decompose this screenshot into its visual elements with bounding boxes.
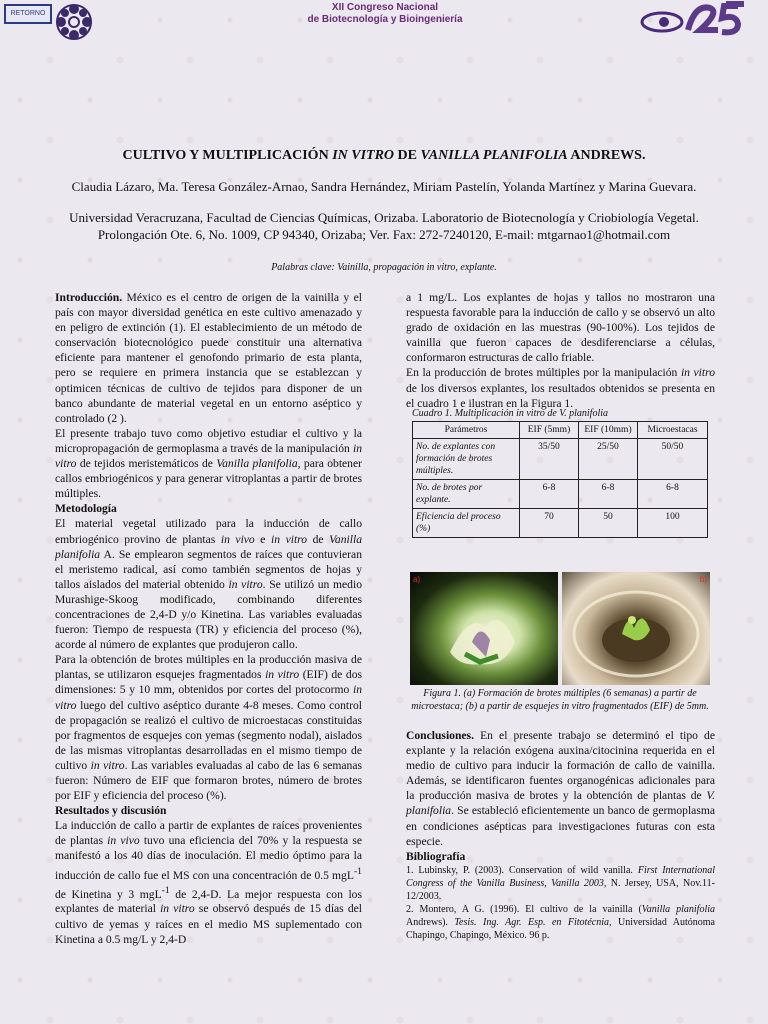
method-text-italic: in vivo — [220, 532, 255, 546]
bibliography-heading: Bibliografía — [406, 849, 466, 863]
title-text-2: IN VITRO — [332, 148, 395, 163]
results-text-italic: in vitro — [160, 902, 195, 916]
results-text: tuvo una eficiencia del 70% y la respuesta se manifestó a los 40 días de inoculación. El medio óptimo para la inducción de callo fue el MS con una concentración de 0.5 mgL — [55, 834, 362, 882]
title-text-3: DE — [394, 148, 421, 163]
production-text: de los diversos explantes, los resultados obtenidos se presenta en el cuadro 1 e ilustran en la Figura 1. — [406, 381, 715, 410]
table-cell: No. de explantes con formación de brotes múltiples. — [413, 439, 520, 480]
left-column — [55, 290, 362, 947]
return-button[interactable]: RETORNO — [4, 4, 52, 24]
reference-1 — [406, 864, 715, 903]
title-text-4: VANILLA PLANIFOLIA — [420, 148, 568, 163]
table-row — [413, 439, 708, 480]
table-cell: 50/50 — [638, 439, 708, 480]
introduction-text: México es el centro de origen de la vainilla y el país con mayor diversidad genética en este cultivo amenazado y en peligro de extinción (1). El establecimiento de un método de conservación biotecnológico puede constituir una alternativa eficiente para mantener el genofondo primario de esta planta, pero se requiere en primera instancia que se establezcan y optimicen técnicas de cultivo de tejidos para disponer de un banco abundante de material vegetal en un entorno aséptico y controlado (2 ). — [55, 291, 362, 425]
results-text: de 2,4-D. La mejor respuesta con los explantes de material — [55, 887, 362, 916]
title-text-5: ANDREWS. — [567, 148, 646, 163]
congress-title — [260, 2, 510, 26]
shoots-text-italic: in vitro — [90, 758, 125, 772]
objective-text: El presente trabajo tuvo como objetivo estudiar el cultivo y la micropropagación de germoplasma a través de la manipulación — [55, 426, 362, 455]
table-row — [413, 480, 708, 509]
methodology-heading: Metodología — [55, 502, 117, 516]
ref-text: 1. Lubinsky, P. (2003). Conservation of wild vanilla. — [406, 864, 638, 876]
ref-text: Universidad Autónoma Chapingo, Chapingo, México. 96 p. — [406, 916, 715, 941]
reference-2 — [406, 903, 715, 942]
results-superscript: -1 — [353, 865, 362, 877]
conclusions-text: En el presente trabajo se determinó el tipo de explante y la relación exógena auxina/citocinina requerida en el medio de cultivo para inducir la formación de callo de vainilla. Además, se identificaron fuentes organogénicas adicionales para la producción masiva de brotes y la obtención de plantas de — [406, 729, 715, 803]
table-cell: 35/50 — [520, 439, 579, 480]
results-text-italic: in vivo — [107, 834, 140, 848]
title-text-1: CULTIVO Y MULTIPLICACIÓN — [122, 148, 333, 163]
shoots-text-italic: in vitro — [55, 683, 362, 712]
conclusions-paragraph — [406, 728, 715, 849]
table-caption: Cuadro 1. Multiplicación in vitro de V. planifolia — [412, 408, 609, 419]
right-column — [406, 290, 715, 411]
congress-logo-icon — [54, 2, 94, 42]
figure-photo-a — [410, 572, 558, 685]
ref-text-italic: First International Congress of the Vanilla Business, Vanilla 2003, — [406, 864, 715, 889]
table-cell: No. de brotes por explante. — [413, 480, 520, 509]
method-text: El material vegetal utilizado para la inducción de callo embriogénico provino de plantas — [55, 517, 362, 546]
table-header-row — [413, 422, 708, 439]
table-cell: 6-8 — [579, 480, 638, 509]
table-cell: 70 — [520, 509, 579, 538]
method-text: . Se utilizó un medio Murashige-Skoog modificado, combinando diferentes concentraciones de 2,4-D y/o Kinetina. Las variables evaluadas fueron: Tiempo de respuesta (TR) y eficiencia del proceso (%), acorde al número de explantes que produjeron callo. — [55, 577, 362, 652]
introduction-paragraph — [55, 290, 362, 426]
photo-b-label: b) — [699, 575, 707, 584]
shoots-text: Para la obtención de brotes múltiples en la producción masiva de plantas, se utilizaron esquejes fragmentados — [55, 653, 362, 682]
figure-caption: Figura 1. (a) Formación de brotes múltiples (6 semanas) a partir de microestaca; (b) a partir de esquejes in vitro fragmentados (EIF) de 5mm. — [411, 688, 709, 712]
production-text-italic: in vitro — [680, 366, 715, 380]
results-table — [412, 421, 708, 538]
results-text: se observó después de 15 días del cultivo de yemas y raíces en el medio MS suplementado con Kinetina a 0.5 mg/L y 2,4-D — [55, 902, 362, 946]
congress-line-2: de Biotecnología y Bioingeniería — [307, 14, 463, 25]
anniversary-logo-icon — [640, 0, 760, 42]
paper-title — [0, 148, 768, 164]
table-row — [413, 509, 708, 538]
results-text: de Kinetina y 3 mgL — [55, 887, 162, 901]
objective-text: de tejidos meristemáticos de — [76, 457, 217, 471]
results-paragraph — [55, 818, 362, 946]
ref-text-italic: Vanilla planifolia — [641, 903, 715, 915]
results-text: La inducción de callo a partir de explantes de raíces provenientes de plantas — [55, 819, 362, 848]
figure-photo-b — [562, 572, 710, 685]
method-species: Vanilla planifolia — [55, 532, 362, 561]
methodology-paragraph — [55, 516, 362, 652]
shoots-text: luego del cultivo aséptico durante 4-8 meses. Como control de propagación se realizó el cultivo de microestacas constituidas por fragmentos de esquejes con yemas (segmento nodal), aislados de las mismas vitroplantas desarrolladas en el mismo tiempo de cultivo — [55, 698, 362, 772]
keywords: Palabras clave: Vainilla, propagación in vitro, explante. — [271, 262, 497, 273]
table-cell: 6-8 — [638, 480, 708, 509]
ref-text-italic: Tesis. Ing. Agr. Esp. en Fitotécnia, — [454, 916, 612, 928]
table-cell: 50 — [579, 509, 638, 538]
shoots-text-italic: in vitro — [265, 668, 300, 682]
introduction-heading: Introducción. — [55, 291, 123, 304]
petri-dish-icon — [562, 572, 710, 685]
method-text-italic: in vitro — [271, 532, 308, 546]
table-header-cell: EIF (10mm) — [579, 422, 638, 439]
results-continued: a 1 mg/L. Los explantes de hojas y tallos no mostraron una respuesta favorable para la inducción de callo y se observó un alto grado de oxidación en las muestras (90-100%). Los tejidos de vainilla que fueron capaces de desdiferenciarse a células, conformaron estructuras de callo friable. — [406, 291, 715, 365]
shoots-paragraph — [55, 652, 362, 803]
method-text: A. Se emplearon segmentos de raíces que contuvieran el meristemo radical, así como también segmentos de hojas y tallos aislados del material obtenido — [55, 547, 362, 591]
table-header-cell: Microestacas — [638, 422, 708, 439]
conclusions-text: . Se estableció eficientemente un banco de germoplasma en condiciones asépticas para investigaciones futuras con esta especie. — [406, 804, 715, 848]
method-text: e — [254, 532, 272, 546]
table-cell: 25/50 — [579, 439, 638, 480]
affiliation: Universidad Veracruzana, Facultad de Ciencias Químicas, Orizaba. Laboratorio de Biotecnología y Criobiología Vegetal. Prolongación Ote. 6, No. 1009, CP 94340, Orizaba; Ver. Fax: 272-7240120, E-mail: mtgarnao1@hotmail.com — [69, 210, 699, 242]
table-cell: 6-8 — [520, 480, 579, 509]
table-header-cell: Parámetros — [413, 422, 520, 439]
objective-text-italic: in vitro — [55, 441, 362, 471]
photo-a-label: a) — [413, 575, 421, 584]
ref-text: N. Jersey, USA, Nov.11-12/2003. — [406, 877, 715, 902]
method-text: de — [307, 532, 330, 546]
conclusions-heading: Conclusiones. — [406, 729, 474, 742]
objective-species: Vanilla planifolia, — [216, 457, 301, 471]
plantlet-shoots-icon — [410, 572, 558, 685]
conclusions-species: V. planifolia — [406, 789, 715, 818]
results-heading: Resultados y discusión — [55, 804, 167, 818]
table-cell: 100 — [638, 509, 708, 538]
shoots-text: (EIF) de dos dimensiones: 5 y 10 mm, obtenidos por cortes del protocormo — [55, 668, 362, 697]
ref-text: Andrews). — [406, 916, 455, 928]
congress-line-1: XII Congreso Nacional — [331, 2, 439, 13]
objective-paragraph — [55, 426, 362, 501]
table-header-cell: EIF (5mm) — [520, 422, 579, 439]
shoots-text: . Las variables evaluadas al cabo de las 6 semanas fueron: Número de EIF que formaron brotes, número de brotes por EIF y eficiencia del proceso (%). — [55, 758, 362, 803]
objective-text: para obtener callos embriogénicos y para generar vitroplantas a partir de brotes múltiples. — [55, 457, 362, 501]
right-column-bottom — [406, 728, 715, 942]
production-paragraph — [406, 365, 715, 410]
production-text: En la producción de brotes múltiples por la manipulación — [406, 366, 681, 380]
authors: Claudia Lázaro, Ma. Teresa González-Arnao, Sandra Hernández, Miriam Pastelín, Yolanda Martínez y Marina Guevara. — [71, 179, 697, 194]
method-text-italic: in vitro — [228, 577, 263, 591]
results-superscript: -1 — [161, 884, 170, 896]
table-cell: Eficiencia del proceso (%) — [413, 509, 520, 538]
ref-text: 2. Montero, A G. (1996). El cultivo de la vainilla ( — [406, 903, 642, 915]
